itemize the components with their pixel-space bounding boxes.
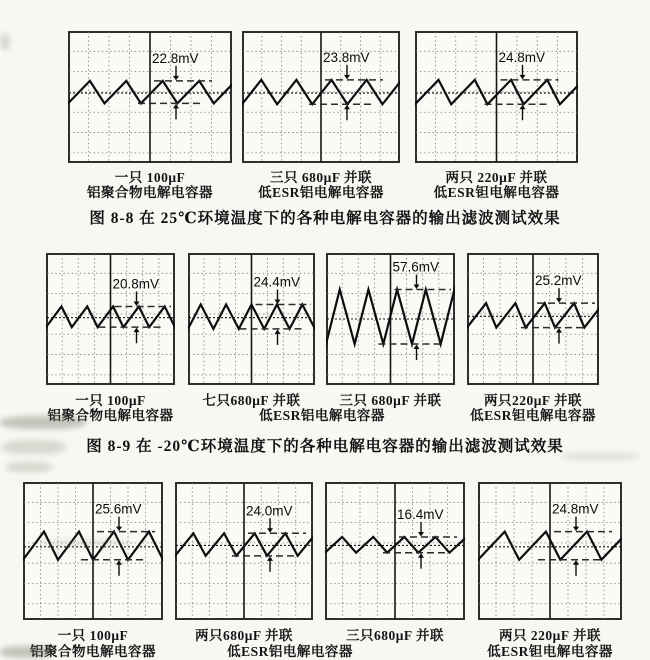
oscilloscope-plot [175,482,313,620]
plot-caption-line2: 铝聚合物电解电容器 [47,408,174,423]
oscilloscope-plot [68,31,232,163]
oscilloscope-screen [478,482,622,620]
measurement-label: 25.6mV [95,501,142,517]
figure-8-8-caption: 图 8-8 在 25℃环境温度下的各种电解电容器的输出滤波测试效果 [89,210,561,227]
oscilloscope-plot [415,31,578,163]
oscilloscope-screen [242,31,400,163]
measurement-label: 24.8mV [498,49,546,65]
plot-caption-line1: 两只 220μF 并联 [499,628,601,643]
plot-caption-line1: 三只 680μF 并联 [339,393,442,408]
measurement-label: 24.0mV [246,503,293,519]
oscilloscope-screen [68,31,232,163]
plot-caption-line2: 低ESR钽电解电容器 [487,644,613,659]
scan-smudge [560,452,640,461]
measurement-label: 25.2mV [535,273,582,289]
oscilloscope-screen [325,482,465,620]
oscilloscope-screen [23,482,163,620]
plot-caption-line1: 两只680μF 并联 [194,628,294,643]
plot-caption-line2: 低ESR铝电解电容器 [258,185,384,200]
plot-caption-line2: 低ESR钽电解电容器 [433,185,560,200]
oscilloscope-screen [467,253,599,385]
oscilloscope-plot [46,253,175,385]
oscilloscope-screen [46,253,175,385]
measurement-label: 23.8mV [323,49,370,65]
scan-smudge [0,34,10,50]
plot-caption-line1: 两只 220μF 并联 [445,170,548,185]
figure-8-9-caption: 图 8-9 在 -20℃环境温度下的各种电解电容器的输出滤波测试效果 [86,438,564,455]
shared-plot-caption-line2: 低ESR铝电解电容器 [259,408,385,423]
oscilloscope-screen [415,31,578,163]
plot-caption-line2: 铝聚合物电解电容器 [87,185,213,200]
oscilloscope-plot [326,253,455,385]
oscilloscope-plot [188,253,315,385]
plot-caption-line1: 七只680μF 并联 [202,393,301,408]
measurement-label: 24.8mV [552,501,599,517]
measurement-label: 20.8mV [112,276,160,292]
oscilloscope-screen [326,253,455,385]
oscilloscope-plot [23,482,163,620]
oscilloscope-plot [242,31,400,163]
plot-caption-line2: 铝聚合物电解电容器 [30,644,156,659]
oscilloscope-plot [325,482,465,620]
scan-smudge [40,538,130,548]
plot-caption-line1: 一只 100μF [75,393,146,408]
oscilloscope-screen [175,482,313,620]
plot-caption-line2: 低ESR钽电解电容器 [470,408,596,423]
oscilloscope-plot [478,482,622,620]
measurement-label: 57.6mV [392,259,440,275]
measurement-label: 16.4mV [397,506,444,522]
scan-smudge [0,646,52,658]
scan-smudge [0,416,86,429]
plot-caption-line1: 两只220μF 并联 [483,393,583,408]
scan-smudge [6,462,52,472]
plot-caption-line1: 一只 100μF [114,170,186,185]
plot-caption-line1: 三只680μF 并联 [345,628,445,643]
scan-smudge [2,440,66,454]
plot-caption-line1: 一只 100μF [57,628,129,643]
oscilloscope-plot [467,253,599,385]
oscilloscope-screen [188,253,315,385]
shared-plot-caption-line2: 低ESR铝电解电容器 [227,644,353,659]
plot-caption-line1: 三只 680μF 并联 [270,170,372,185]
measurement-label: 22.8mV [152,50,199,66]
measurement-label: 24.4mV [253,274,301,290]
